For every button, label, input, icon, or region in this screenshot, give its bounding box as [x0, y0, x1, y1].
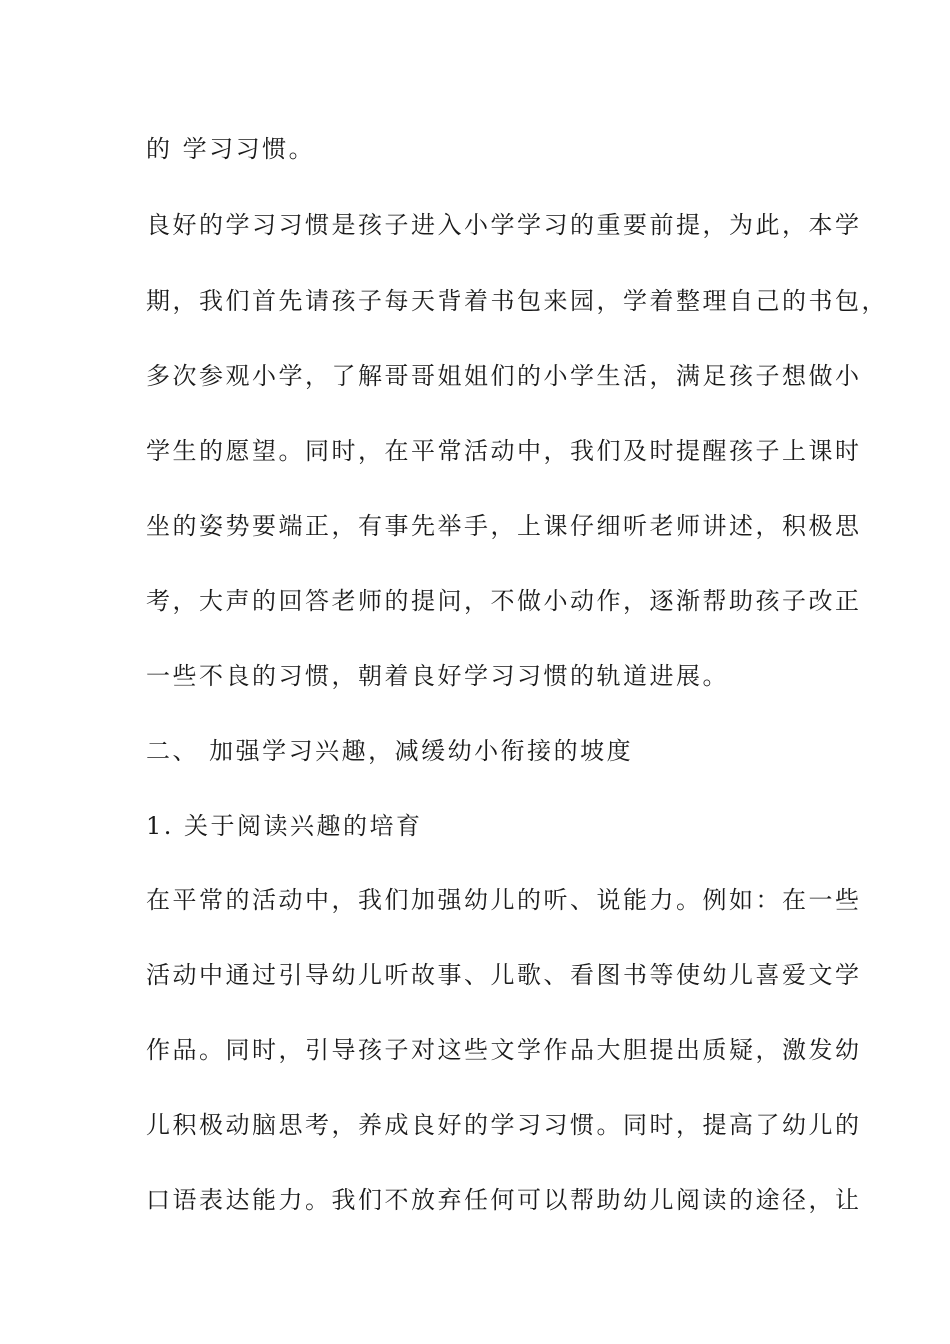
- paragraph-line: 多次参观小学，了解哥哥姐姐们的小学生活，满足孩子想做小: [146, 362, 862, 390]
- subsection-heading: 1. 关于阅读兴趣的培育: [146, 812, 423, 840]
- paragraph-line: 一些不良的习惯，朝着良好学习习惯的轨道进展。: [146, 662, 729, 690]
- section-heading: 二、 加强学习兴趣，减缓幼小衔接的坡度: [146, 737, 634, 765]
- paragraph-line: 的 学习习惯。: [146, 135, 316, 163]
- paragraph-line: 学生的愿望。同时，在平常活动中，我们及时提醒孩子上课时: [146, 437, 862, 465]
- paragraph-line: 在平常的活动中，我们加强幼儿的听、说能力。例如：在一些: [146, 886, 862, 914]
- paragraph-line: 活动中通过引导幼儿听故事、儿歌、看图书等使幼儿喜爱文学: [146, 961, 862, 989]
- paragraph-line: 良好的学习习惯是孩子进入小学学习的重要前提，为此，本学: [146, 211, 862, 239]
- paragraph-line: 坐的姿势要端正，有事先举手，上课仔细听老师讲述，积极思: [146, 512, 862, 540]
- paragraph-line: 作品。同时，引导孩子对这些文学作品大胆提出质疑，激发幼: [146, 1036, 862, 1064]
- paragraph-line: 儿积极动脑思考，养成良好的学习习惯。同时，提高了幼儿的: [146, 1111, 862, 1139]
- paragraph-line: 口语表达能力。我们不放弃任何可以帮助幼儿阅读的途径，让: [146, 1186, 862, 1214]
- paragraph-line: 期，我们首先请孩子每天背着书包来园，学着整理自己的书包，: [146, 287, 888, 315]
- paragraph-line: 考，大声的回答老师的提问，不做小动作，逐渐帮助孩子改正: [146, 587, 862, 615]
